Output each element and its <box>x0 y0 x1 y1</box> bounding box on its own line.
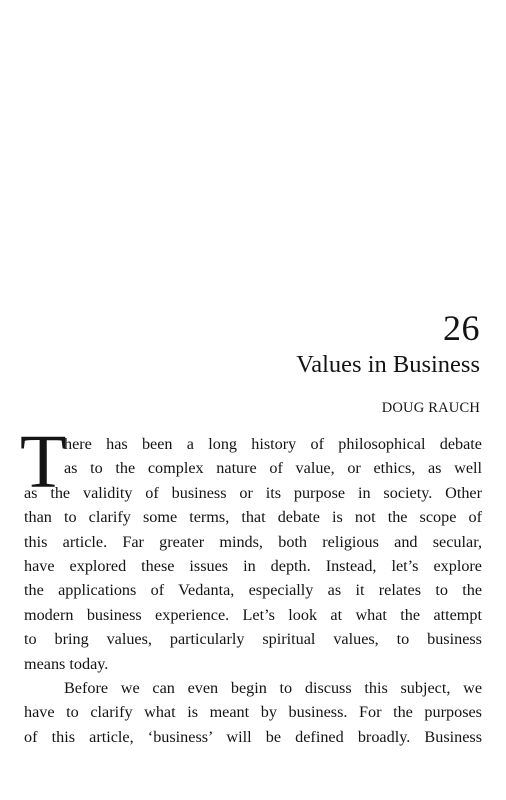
chapter-title: Values in Business <box>296 351 480 378</box>
paragraph-1-line-2: as to the complex nature of value, or ethics, as well <box>64 459 482 478</box>
paragraph-1-line-4: than to clarify some terms, that debate is not the scope of <box>24 508 482 527</box>
chapter-author: DOUG RAUCH <box>381 400 480 416</box>
chapter-number: 26 <box>443 308 480 348</box>
paragraph-1-line-7: the applications of Vedanta, especially as it relates to the <box>24 581 482 600</box>
paragraph-1-line-10: means today. <box>24 654 109 673</box>
paragraph-1-line-6: have explored these issues in depth. Instead, let’s explore <box>24 556 482 575</box>
drop-cap: T <box>20 420 67 504</box>
book-page <box>20 0 482 800</box>
paragraph-2-line-3: of this article, ‘business’ will be defined broadly. Business <box>24 727 482 746</box>
paragraph-2-line-1: Before we can even begin to discuss this subject, we <box>64 678 482 697</box>
chapter-body <box>20 420 482 749</box>
paragraph-1-line-8: modern business experience. Let’s look at what the attempt <box>24 605 482 624</box>
paragraph-1-line-9: to bring values, particularly spiritual values, to business <box>24 630 482 649</box>
paragraph-1-line-3: as the validity of business or its purpose in society. Other <box>24 483 482 502</box>
paragraph-1-line-1: here has been a long history of philosophical debate <box>64 435 482 453</box>
paragraph-1-line-5: this article. Far greater minds, both religious and secular, <box>24 532 482 551</box>
paragraph-2-line-2: have to clarify what is meant by business. For the purposes <box>24 703 482 722</box>
